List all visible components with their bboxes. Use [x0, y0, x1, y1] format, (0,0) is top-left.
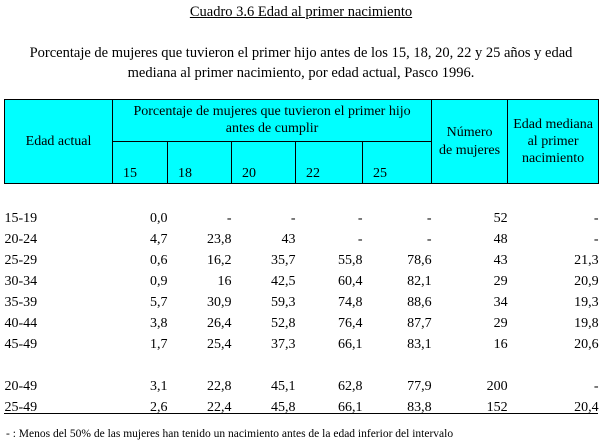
- cell-v15: 2,6: [150, 400, 168, 415]
- header-numero-mujeres: [432, 100, 508, 184]
- cell-v18: 16,2: [207, 253, 232, 268]
- header-mediana-line-3: nacimiento: [521, 151, 585, 166]
- cell-v20: 52,8: [271, 316, 296, 331]
- subtitle-line-1: Porcentaje de mujeres que tuvieron el primer hijo antes de los 15, 18, 20, 22 y 25 años y edad: [29, 45, 573, 61]
- cell-mediana: -: [593, 211, 599, 226]
- header-pct-line-2: antes de cumplir: [225, 121, 319, 136]
- header-mediana-line-2: al primer: [527, 134, 579, 149]
- cell-v22: 55,8: [338, 253, 363, 268]
- header-percentage-group: [113, 100, 432, 142]
- summary-row: [5, 376, 599, 397]
- cell-v25: -: [426, 232, 432, 247]
- cell-v18: 23,8: [207, 232, 232, 247]
- header-numero-line-1: Número: [446, 124, 493, 140]
- cell-v15: 3,1: [150, 379, 168, 394]
- cell-edad: 25-29: [4, 253, 38, 268]
- table-row: [5, 292, 599, 313]
- cell-numero: 43: [493, 253, 508, 268]
- cell-v20: 45,1: [271, 379, 296, 394]
- cell-v22: 74,8: [338, 295, 363, 310]
- cell-v22: 76,4: [338, 316, 363, 331]
- cell-mediana: -: [593, 232, 599, 247]
- cell-v25: 82,1: [407, 274, 432, 289]
- cell-v25: 87,7: [407, 316, 432, 331]
- header-age-15: 15: [113, 142, 168, 184]
- cell-v18: 16: [217, 274, 232, 289]
- subtitle-line-2: mediana al primer nacimiento, por edad actual, Pasco 1996.: [127, 65, 475, 81]
- table-row: [5, 334, 599, 355]
- table-title: Cuadro 3.6 Edad al primer nacimiento: [189, 4, 413, 20]
- cell-edad: 20-24: [4, 232, 38, 247]
- cell-numero: 29: [493, 274, 508, 289]
- cell-numero: 152: [486, 400, 508, 415]
- cell-edad: 40-44: [4, 316, 38, 331]
- cell-edad: 20-49: [4, 379, 38, 394]
- cell-v15: 0,0: [150, 211, 168, 226]
- header-edad-actual: Edad actual: [5, 100, 113, 184]
- cell-v15: 1,7: [150, 337, 168, 352]
- cell-mediana: 20,9: [574, 274, 599, 289]
- cell-v25: 88,6: [407, 295, 432, 310]
- header-numero-line-2: de mujeres: [439, 142, 501, 158]
- cell-numero: 16: [493, 337, 508, 352]
- cell-v25: 83,1: [407, 337, 432, 352]
- header-mediana-line-1: Edad mediana: [513, 117, 593, 132]
- cell-v22: -: [357, 232, 363, 247]
- cell-v25: 83,8: [407, 400, 432, 415]
- header-age-18: 18: [168, 142, 232, 184]
- cell-mediana: 20,6: [574, 337, 599, 352]
- cell-edad: 30-34: [4, 274, 38, 289]
- cell-v18: -: [226, 211, 232, 226]
- cell-mediana: 21,3: [574, 253, 599, 268]
- cell-v25: -: [426, 211, 432, 226]
- cell-numero: 29: [493, 316, 508, 331]
- cell-v15: 4,7: [150, 232, 168, 247]
- cell-mediana: 20,4: [574, 400, 599, 415]
- cell-edad: 25-49: [4, 400, 38, 415]
- cell-v22: 60,4: [338, 274, 363, 289]
- header-age-25: 25: [363, 142, 432, 184]
- table-row: [5, 271, 599, 292]
- cell-v20: 45,8: [271, 400, 296, 415]
- cell-v25: 77,9: [407, 379, 432, 394]
- table-row: [5, 313, 599, 334]
- cell-v15: 3,8: [150, 316, 168, 331]
- header-age-20: 20: [232, 142, 296, 184]
- cell-v22: -: [357, 211, 363, 226]
- spacer-row: [5, 184, 599, 209]
- cell-v18: 26,4: [207, 316, 232, 331]
- cell-v22: 62,8: [338, 379, 363, 394]
- table-subtitle: [0, 43, 602, 83]
- data-table: [4, 99, 599, 418]
- cell-v20: 35,7: [271, 253, 296, 268]
- cell-v15: 0,9: [150, 274, 168, 289]
- cell-edad: 45-49: [4, 337, 38, 352]
- cell-numero: 48: [493, 232, 508, 247]
- cell-v15: 5,7: [150, 295, 168, 310]
- cell-edad: 15-19: [4, 211, 38, 226]
- cell-numero: 34: [493, 295, 508, 310]
- cell-v20: 59,3: [271, 295, 296, 310]
- cell-v18: 22,8: [207, 379, 232, 394]
- cell-v22: 66,1: [338, 400, 363, 415]
- cell-v15: 0,6: [150, 253, 168, 268]
- footnote: - : Menos del 50% de las mujeres han tenido un nacimiento antes de la edad inferior del intervalo: [6, 428, 454, 440]
- cell-v18: 25,4: [207, 337, 232, 352]
- table-row: [5, 250, 599, 271]
- cell-mediana: 19,3: [574, 295, 599, 310]
- cell-v18: 30,9: [207, 295, 232, 310]
- cell-v18: 22,4: [207, 400, 232, 415]
- cell-v20: 37,3: [271, 337, 296, 352]
- table-row: [5, 229, 599, 250]
- bottom-rule: [4, 413, 598, 414]
- cell-mediana: -: [593, 379, 599, 394]
- summary-row: [5, 397, 599, 418]
- cell-v20: 42,5: [271, 274, 296, 289]
- header-edad-mediana: [508, 100, 599, 184]
- cell-mediana: 19,8: [574, 316, 599, 331]
- cell-v25: 78,6: [407, 253, 432, 268]
- cell-v20: 43: [281, 232, 296, 247]
- table-row: [5, 208, 599, 229]
- cell-v20: -: [290, 211, 296, 226]
- header-pct-line-1: Porcentaje de mujeres que tuvieron el primer hijo: [133, 104, 411, 119]
- cell-numero: 200: [486, 379, 508, 394]
- spacer-row: [5, 355, 599, 376]
- cell-numero: 52: [493, 211, 508, 226]
- cell-v22: 66,1: [338, 337, 363, 352]
- header-age-22: 22: [296, 142, 363, 184]
- cell-edad: 35-39: [4, 295, 38, 310]
